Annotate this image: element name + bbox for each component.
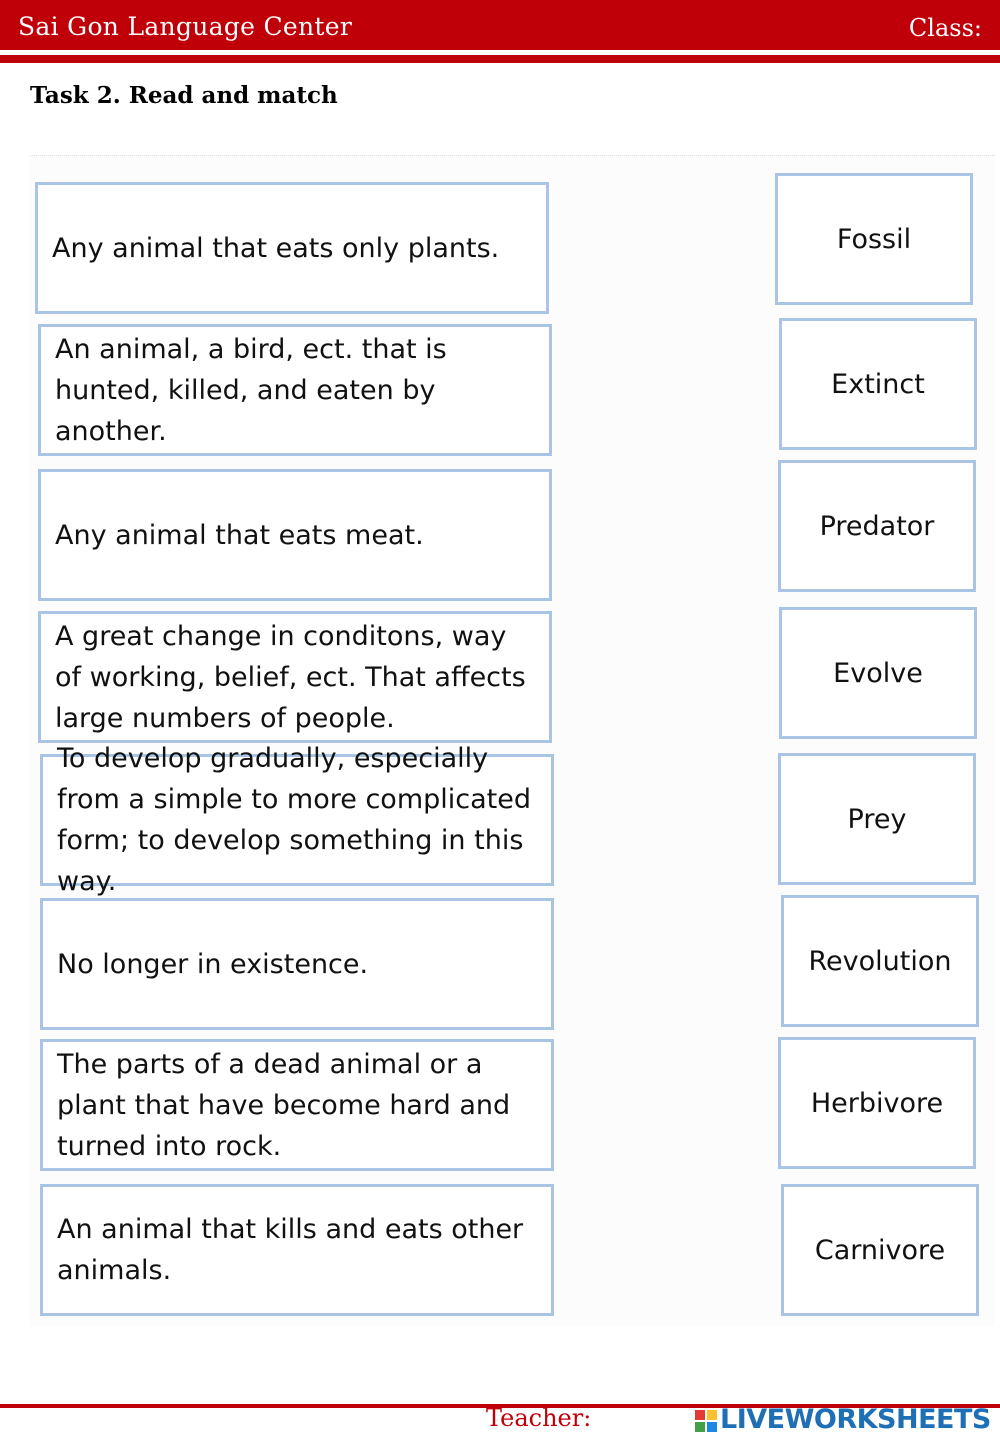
header-bar xyxy=(0,0,1000,50)
term-box-prey[interactable] xyxy=(778,753,976,885)
term-box-evolve[interactable] xyxy=(779,607,977,739)
term-text: Fossil xyxy=(836,223,912,255)
liveworksheets-logo-icon xyxy=(694,1409,718,1433)
definition-box-8[interactable] xyxy=(40,1184,554,1316)
definition-box-2[interactable] xyxy=(38,324,552,456)
definition-text: Any animal that eats meat. xyxy=(55,519,424,551)
definition-box-6[interactable] xyxy=(40,898,554,1030)
definition-text: To develop gradually, especially from a simple to more complicated form; to develop something in this way. xyxy=(57,743,531,897)
term-box-revolution[interactable] xyxy=(781,895,979,1027)
class-label: Class: xyxy=(908,14,982,42)
definition-box-5[interactable] xyxy=(40,743,554,897)
definition-text: A great change in conditons, way of working, belief, ect. That affects large numbers of people. xyxy=(55,620,526,734)
definition-box-7[interactable] xyxy=(40,1039,554,1171)
term-box-herbivore[interactable] xyxy=(778,1037,976,1169)
definition-box-1[interactable] xyxy=(35,182,549,314)
term-text: Predator xyxy=(819,510,935,542)
header-divider xyxy=(0,55,1000,63)
term-text: Carnivore xyxy=(814,1234,946,1266)
center-name: Sai Gon Language Center xyxy=(18,12,353,41)
term-text: Herbivore xyxy=(810,1087,944,1119)
definition-box-3[interactable] xyxy=(38,469,552,601)
term-box-fossil[interactable] xyxy=(775,173,973,305)
definition-text: An animal, a bird, ect. that is hunted, killed, and eaten by another. xyxy=(55,333,447,447)
definition-box-4[interactable] xyxy=(38,611,552,743)
term-text: Revolution xyxy=(808,945,952,977)
definition-text: An animal that kills and eats other animals. xyxy=(57,1214,524,1286)
term-box-carnivore[interactable] xyxy=(781,1184,979,1316)
term-text: Extinct xyxy=(831,368,925,400)
definition-text: Any animal that eats only plants. xyxy=(52,232,500,264)
definition-text: No longer in existence. xyxy=(57,948,369,980)
term-box-extinct[interactable] xyxy=(779,318,977,450)
term-text: Prey xyxy=(847,803,907,835)
term-box-predator[interactable] xyxy=(778,460,976,592)
teacher-label: Teacher: xyxy=(486,1404,592,1432)
term-text: Evolve xyxy=(833,657,923,689)
liveworksheets-logo-text: LIVEWORKSHEETS xyxy=(720,1404,991,1435)
task-title: Task 2. Read and match xyxy=(30,82,338,109)
definition-text: The parts of a dead animal or a plant that have become hard and turned into rock. xyxy=(57,1048,511,1162)
